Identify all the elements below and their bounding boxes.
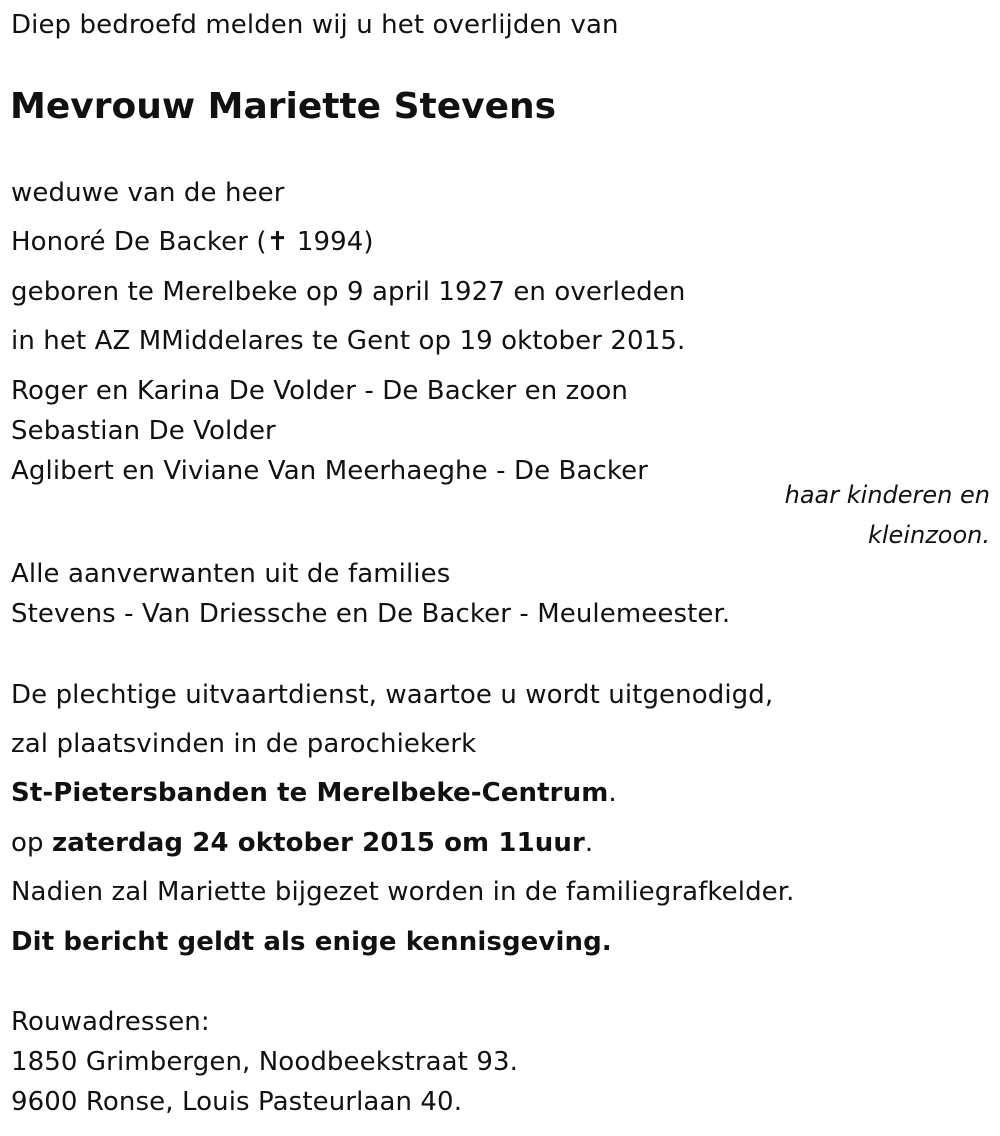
intro-text: Diep bedroefd melden wij u het overlijden van: [11, 10, 619, 40]
date-prefix: op: [11, 828, 52, 858]
death-line: in het AZ MMiddelares te Gent op 19 oktober 2015.: [11, 326, 686, 356]
address-2: 9600 Ronse, Louis Pasteurlaan 40.: [11, 1087, 463, 1117]
church-suffix: .: [608, 778, 617, 808]
family-line-3: Aglibert en Viviane Van Meerhaeghe - De Backer: [11, 456, 649, 486]
service-line-2: zal plaatsvinden in de parochiekerk: [11, 729, 477, 759]
family-caption-2: kleinzoon.: [867, 521, 990, 549]
family-line-1: Roger en Karina De Volder - De Backer en zoon: [11, 376, 628, 406]
husband-line: Honoré De Backer (✝ 1994): [11, 227, 374, 257]
relatives-line-1: Alle aanverwanten uit de families: [11, 559, 451, 589]
relatives-line-2: Stevens - Van Driessche en De Backer - Meulemeester.: [11, 599, 731, 629]
birth-line: geboren te Merelbeke op 9 april 1927 en overleden: [11, 277, 686, 307]
burial-line: Nadien zal Mariette bijgezet worden in de familiegrafkelder.: [11, 877, 795, 907]
address-1: 1850 Grimbergen, Noodbeekstraat 93.: [11, 1047, 518, 1077]
notice-line: Dit bericht geldt als enige kennisgeving.: [11, 927, 612, 957]
deceased-name: Mevrouw Mariette Stevens: [10, 86, 557, 127]
family-line-2: Sebastian De Volder: [11, 416, 276, 446]
family-caption-1: haar kinderen en: [784, 481, 990, 509]
date-line: [11, 828, 593, 858]
date-suffix: .: [584, 828, 594, 858]
service-line-1: De plechtige uitvaartdienst, waartoe u wordt uitgenodigd,: [11, 680, 774, 710]
addresses-heading: Rouwadressen:: [11, 1007, 210, 1037]
service-date: zaterdag 24 oktober 2015 om 11uur: [51, 828, 585, 858]
church-name: St-Pietersbanden te Merelbeke-Centrum: [11, 778, 609, 808]
church-line: [11, 778, 617, 808]
widow-line: weduwe van de heer: [11, 178, 285, 208]
